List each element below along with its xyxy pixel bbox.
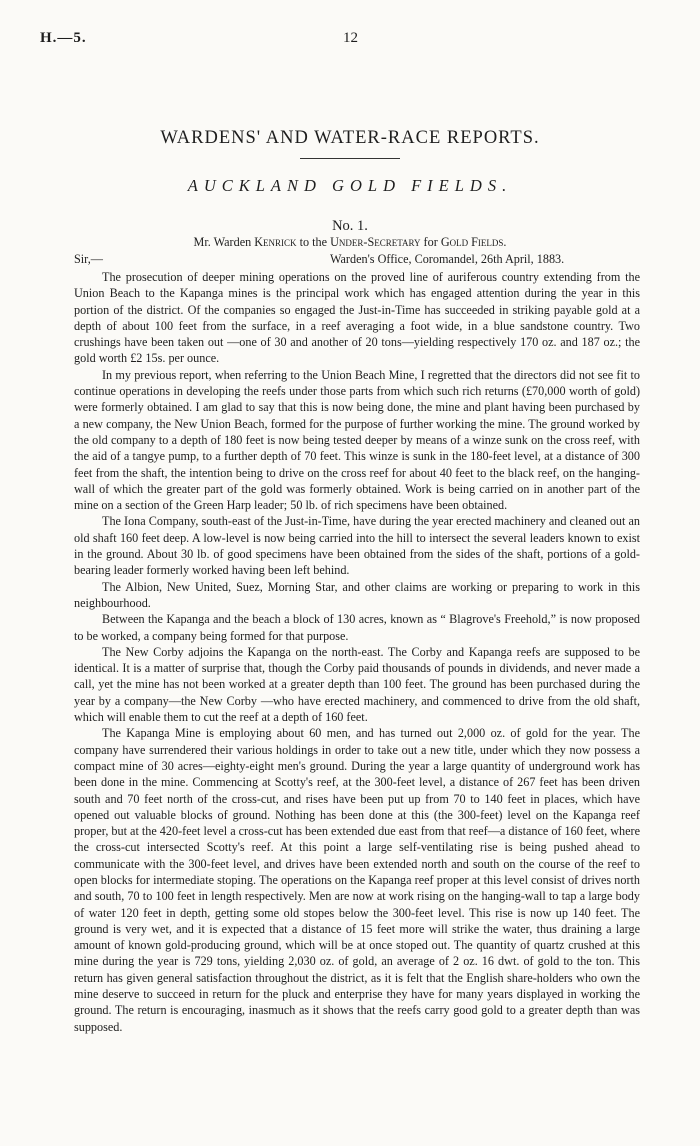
paragraph: The New Corby adjoins the Kapanga on the north-east. The Corby and Kapanga reefs are supposed to be identical. It is a matter of surprise that, though the Corby paid thousands of pounds in dividends, and never made a call, yet the mine has not been worked at a greater depth than 100 feet. The ground has been purchased during the year by a company—the New Corby —who have erected machinery, and commenced to drive from the old shaft, which will enable them to cut the reef at a depth of 160 feet. bbox=[74, 644, 640, 725]
warden-name: Kenrick bbox=[254, 235, 297, 249]
dateline: Warden's Office, Coromandel, 26th April, 1883. bbox=[330, 252, 565, 266]
recipient-dept: Gold Fields. bbox=[440, 235, 507, 249]
salutation: Sir,— bbox=[74, 252, 103, 266]
paragraph: The Kapanga Mine is employing about 60 men, and has turned out 2,000 oz. of gold for the year. The company have surrendered their various holdings in order to take out a new title, under which they now possess a compact mine of 30 acres—eighty-eight men's ground. During the year a large quantity of underground work has been done in the mine. Commencing at Scotty's reef, at the 300-feet level, a distance of 267 feet has been driven south and 70 feet north of the cross-cut, and rises have been put up from 70 to 140 feet in places, which have opened out valuable blocks of ground. Nothing has been done at this (the 300-feet) level on the Kapanga reef proper, but at the 420-feet level a cross-cut has been extended due east from that reef—a distance of 160 feet, where the cross-cut intersected Scotty's reef. At this point a large self-ventilating rise is being pushed ahead to communicate with the 300-feet level, and drives have been extended north and south on the course of the reef to open blocks for intermediate stoping. The operations on the Kapanga reef proper at this level consist of drives north and south, 70 to 100 feet in length respectively. Men are now at work rising on the hanging-wall to tap a large body of water 120 feet in depth, getting some old stopes below the 300-feet level. This rise is now up 140 feet. The ground is very wet, and it is expected that a distance of 15 feet more will strike the water, thus draining a large amount of known gold-producing ground, which will be at once stoped out. The quantity of quartz crushed at this mine during the year is 729 tons, yielding 2,030 oz. of gold, an average of 2 oz. 16 dwt. of gold to the ton. This return has given general satisfaction throughout the district, as it is felt that the English share-holders who own the mine deserve to succeed in return for the pluck and enterprise they have for many years displayed in working the ground. The return is encouraging, inasmuch as it shows that the reefs carry good gold to a greater depth than was supposed. bbox=[74, 726, 640, 1034]
recipient-office: Under-Secretary bbox=[330, 235, 421, 249]
address-for: for bbox=[423, 235, 438, 249]
address-to: to the bbox=[299, 235, 328, 249]
address-prefix: Mr. Warden bbox=[193, 235, 252, 249]
page-number: 12 bbox=[343, 30, 358, 46]
section-title: AUCKLAND GOLD FIELDS. bbox=[187, 176, 513, 195]
report-body bbox=[74, 269, 640, 1035]
paragraph: In my previous report, when referring to the Union Beach Mine, I regretted that the directors did not see fit to continue operations in developing the reefs under those parts from which such rich returns (£70,000 worth of gold) were formerly obtained. I am glad to say that this is now being done, the mine and plant having been purchased by a new company, the New Union Beach, formed for the purpose of further working the mine. The ground worked by the old company to a depth of 180 feet is now being tested deeper by means of a winze sunk on the cross reef, with the aid of a tangye pump, to a further depth of 70 feet. This winze is sunk in the 180-feet level, at a distance of 300 feet from the shaft, the intention being to drive on the cross reef for about 40 feet to the black reef, on the hanging-wall of which the greater part of the gold was formerly obtained. Work is being carried on in another part of the mine on a section of the Green Harp leader; 50 lb. of rich specimens have been obtained. bbox=[74, 367, 640, 513]
paragraph: The Iona Company, south-east of the Just-in-Time, have during the year erected machinery and cleaned out an old shaft 160 feet deep. A low-level is now being carried into the hill to intersect the several leaders known to exist in the ground. About 30 lb. of good specimens have been obtained from the sides of the shaft, portions of a gold-bearing leader formerly worked having been left behind. bbox=[74, 514, 640, 578]
title-divider bbox=[300, 158, 400, 159]
paragraph: The prosecution of deeper mining operations on the proved line of auriferous country extending from the Union Beach to the Kapanga mines is the principal work which has engaged attention during the year in this portion of the district. Of the companies so engaged the Just-in-Time has succeeded in striking payable gold at a depth of about 100 feet from the surface, in a reef averaging a foot wide, in a blue sandstone country. Two crushings have been taken out —one of 30 and another of 20 tons—yielding respectively 170 oz. and 187 oz.; the gold worth £2 15s. per ounce. bbox=[74, 270, 640, 366]
paragraph: Between the Kapanga and the beach a block of 130 acres, known as “ Blagrove's Freehold,” is now proposed to be worked, a company being formed for that purpose. bbox=[74, 612, 640, 643]
address-line bbox=[0, 235, 700, 250]
report-title: WARDENS' AND WATER-RACE REPORTS. bbox=[160, 128, 540, 148]
paragraph: The Albion, New United, Suez, Morning Star, and other claims are working or preparing to work in this neighbourhood. bbox=[74, 579, 640, 610]
report-number: No. 1. bbox=[332, 218, 368, 234]
series-code: H.—5. bbox=[40, 30, 87, 46]
